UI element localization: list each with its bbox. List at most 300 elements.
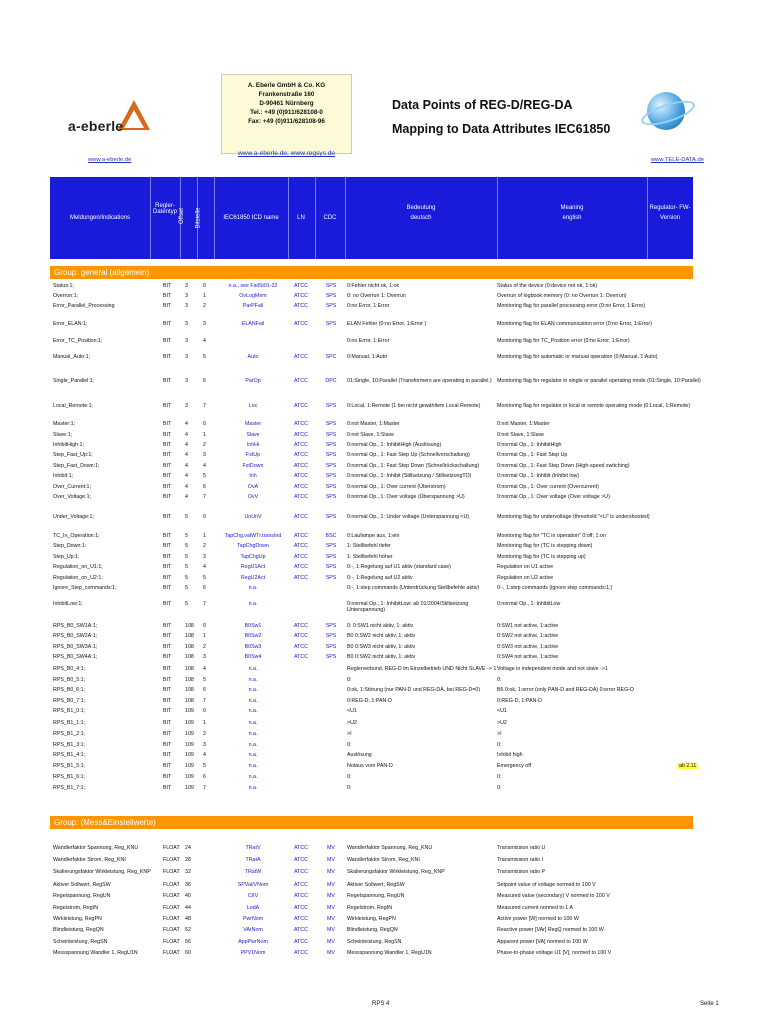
table-cell: 1 — [203, 720, 206, 726]
table-cell: Loc — [248, 403, 258, 409]
table-cell: 108 — [185, 698, 194, 704]
table-cell: n.a. — [248, 774, 258, 780]
table-cell: SPS — [325, 463, 337, 469]
table-cell: FLOAT — [163, 905, 180, 911]
table-cell: SPS — [325, 484, 337, 490]
table-cell: 0:normal Op., 1: Fast Step Up — [497, 452, 568, 458]
table-cell: Over_Current:1; — [53, 484, 91, 490]
col-bitstelle: Bitstelle — [195, 207, 202, 229]
table-cell: 3 — [203, 452, 206, 458]
table-cell: InhibitLow:1; — [53, 601, 83, 607]
table-cell: 4 — [185, 463, 188, 469]
table-cell: ATCC — [293, 939, 309, 945]
col-cdc: CDC — [323, 215, 337, 221]
table-cell: 4 — [185, 421, 188, 427]
table-cell: 4 — [203, 666, 206, 672]
table-cell: Skalierungsfaktor Wirkleistung, Reg_KNP — [347, 869, 445, 875]
table-cell: n.a. — [248, 677, 258, 683]
table-cell: B6 0:ok, 1:error (only PAN-D and REG-DA) 0:error REG-D — [497, 687, 634, 693]
company-logo: a-eberle — [68, 118, 124, 134]
table-cell: Measured current normed to 1 A — [497, 905, 573, 911]
table-cell: Setpoint value of voltage normed to 100 V — [497, 882, 596, 888]
table-cell: FstDown — [242, 463, 264, 469]
table-cell: UnUnV — [244, 514, 262, 520]
table-cell: Wirkleistung, RegPN — [53, 916, 102, 922]
table-cell: TapChgUp — [240, 554, 266, 560]
table-cell: 0 — [203, 708, 206, 714]
table-cell: 5 — [203, 354, 206, 360]
table-cell: Regelstrom, RegIN — [53, 905, 99, 911]
link-teledata[interactable]: www.TELE-DATA.de — [651, 157, 704, 163]
table-cell: BIT — [163, 677, 172, 683]
col-fw-version: Regulator- FW- Version — [649, 205, 691, 221]
table-cell: 4 — [185, 432, 188, 438]
table-cell: 4 — [185, 452, 188, 458]
table-cell: FLOAT — [163, 857, 180, 863]
table-cell: ATCC — [293, 564, 309, 570]
table-cell: ATCC — [293, 916, 309, 922]
table-cell: Wirkleistung, RegPN — [347, 916, 396, 922]
table-cell: 5 — [185, 543, 188, 549]
table-cell: 0:not Slave, 1:Slave — [347, 432, 395, 438]
table-cell: Auslösung — [347, 752, 372, 758]
table-cell: SPS — [325, 494, 337, 500]
table-cell: 36 — [185, 882, 191, 888]
table-cell: Step_Up:1; — [53, 554, 80, 560]
table-cell: Monitoring flag for parallel processing error (0:no Error, 1:Error) — [497, 303, 646, 309]
col-bedeutung: Bedeutung deutsch — [406, 205, 436, 221]
table-cell: ATCC — [293, 494, 309, 500]
table-cell: ATCC — [293, 442, 309, 448]
table-cell: 0:normal Op., 1: Over voltage (Überspannung >U) — [347, 494, 465, 500]
table-cell: Monitoring flag for ELAN communication error (0:no Error, 1:Error) — [497, 321, 652, 327]
table-header — [50, 177, 693, 259]
table-cell: SPS — [325, 554, 337, 560]
table-cell: ELAN Fehler (0:no Error, 1:Error ) — [347, 321, 427, 327]
table-cell: 108 — [185, 666, 194, 672]
table-cell: 48 — [185, 916, 191, 922]
table-cell: 7 — [203, 785, 206, 791]
table-cell: 0:normal Op., 1: Under voltage (Unterspannung <U) — [347, 514, 470, 520]
table-cell: 7 — [203, 601, 206, 607]
table-cell: 5 — [203, 763, 206, 769]
table-cell: SPS — [325, 442, 337, 448]
table-cell: 0: — [497, 785, 502, 791]
table-cell: DPC — [325, 378, 337, 384]
table-cell: SPS — [325, 514, 337, 520]
table-cell: Monitoring flag for TC_Position error (0:no Error, 1:Error) — [497, 338, 630, 344]
table-cell: Reactive power [VAr] RegQ normed to 100 W — [497, 927, 604, 933]
table-cell: ATCC — [293, 905, 309, 911]
table-cell: 5 — [185, 514, 188, 520]
table-cell: Notaus vom PAN-D — [347, 763, 393, 769]
table-cell: Skalierungsfaktor Wirkleistung, Reg_KNP — [53, 869, 151, 875]
table-cell: 2 — [203, 543, 206, 549]
table-cell: BIT — [163, 421, 172, 427]
table-cell: 0: no Overrun 1: Overrun — [347, 293, 406, 299]
table-cell: Status:1; — [53, 283, 74, 289]
table-cell: 0:Local, 1:Remote (1 bei nicht gewähltem Local Remote) — [347, 403, 481, 409]
table-cell: Voltage in independent mode and not slave ->1 — [497, 666, 608, 672]
table-cell: 0:normal Op., 1: Over current (Überstrom) — [347, 484, 446, 490]
col-icd: IEC61850 ICD name — [223, 215, 279, 221]
table-cell: 3 — [185, 283, 188, 289]
table-cell: Messspannung Wandler 1, RegU1N — [53, 950, 138, 956]
table-cell: Step_Fast_Up:1; — [53, 452, 93, 458]
table-cell: BIT — [163, 378, 172, 384]
table-cell: 108 — [185, 644, 194, 650]
table-cell: ATCC — [293, 927, 309, 933]
table-cell: RPS_B0_SW2A:1; — [53, 633, 98, 639]
table-cell: ATCC — [293, 293, 309, 299]
table-cell: Regulation_on_U1:1; — [53, 564, 103, 570]
table-cell: BIT — [163, 543, 172, 549]
table-cell: 4 — [203, 338, 206, 344]
table-cell: ATCC — [293, 283, 309, 289]
table-cell: >U2 — [347, 720, 357, 726]
page-subtitle: Mapping to Data Attributes IEC61850 — [392, 122, 611, 136]
table-cell: 3 — [185, 403, 188, 409]
table-cell: 0:SW3 not active, 1:active — [497, 644, 559, 650]
table-cell: 0:normal Op., 1: Fast Step Down (Schnellrückschaltung) — [347, 463, 480, 469]
table-cell: 6 — [203, 774, 206, 780]
table-cell: RegU1Act — [240, 564, 266, 570]
table-cell: 0:-, 1:Regelung auf U1 aktiv (standard case) — [347, 564, 451, 570]
table-cell: 109 — [185, 708, 194, 714]
table-cell: 0:not Slave, 1:Slave — [497, 432, 545, 438]
table-cell: n.a., see FailSt01-32 — [228, 283, 278, 289]
table-cell: 0: — [347, 774, 352, 780]
table-cell: Monitoring flag for (TC is stepping up) — [497, 554, 586, 560]
table-cell: 0:REG-D, 1:PAN-D — [497, 698, 542, 704]
table-cell: BIT — [163, 533, 172, 539]
table-cell: <U1 — [347, 708, 357, 714]
table-cell: BIT — [163, 585, 172, 591]
table-cell: BIT — [163, 742, 172, 748]
table-cell: SPS — [325, 452, 337, 458]
table-cell: <U1 — [497, 708, 507, 714]
table-cell: Apparent power [VA] normed to 100 W — [497, 939, 588, 945]
table-cell: 0:Laufampe aus, 1:ein — [347, 533, 400, 539]
table-cell: BIT — [163, 432, 172, 438]
table-cell: Monitoring flag for regulator in single or parallel operating mode (01:Single, 10:Parallel) — [497, 378, 701, 384]
table-cell: RPS_B0_SW4A:1; — [53, 654, 98, 660]
table-cell: BIT — [163, 644, 172, 650]
table-cell: SPS — [325, 654, 337, 660]
table-cell: Wandlerfaktor Spannung, Reg_KNU — [53, 845, 139, 851]
table-cell: MV — [327, 845, 335, 851]
table-cell: ParPFail — [242, 303, 264, 309]
table-cell: Error_TC_Position:1; — [53, 338, 103, 344]
table-cell: ATCC — [293, 575, 309, 581]
table-cell: VArNom — [243, 927, 263, 933]
table-cell: 5 — [203, 473, 206, 479]
table-cell: Single_Parallel:1; — [53, 378, 95, 384]
table-cell: Overrun:1; — [53, 293, 79, 299]
table-cell: Aktiver Sollwert, RegSW — [53, 882, 111, 888]
table-cell: B0Sw3 — [244, 644, 262, 650]
table-cell: FLOAT — [163, 882, 180, 888]
table-cell: ATCC — [293, 484, 309, 490]
table-cell: Ignore_Step_commands:1; — [53, 585, 117, 591]
table-cell: Manual_Auto:1; — [53, 354, 91, 360]
table-cell: BIT — [163, 403, 172, 409]
table-cell: n.a. — [248, 585, 258, 591]
table-cell: BIT — [163, 321, 172, 327]
table-cell: 5 — [185, 575, 188, 581]
table-cell: 0: — [497, 774, 502, 780]
table-cell: BIT — [163, 666, 172, 672]
table-cell: RegU2Act — [240, 575, 266, 581]
table-cell: n.a. — [248, 720, 258, 726]
table-cell: 3 — [203, 654, 206, 660]
table-cell: MV — [327, 882, 335, 888]
table-cell: 0:-, 1:Regelung auf U2 aktiv — [347, 575, 413, 581]
table-cell: TRatW — [244, 869, 262, 875]
table-cell: 2 — [203, 442, 206, 448]
table-cell: 7 — [203, 403, 206, 409]
table-cell: Inhibit high — [497, 752, 523, 758]
table-cell: 108 — [185, 654, 194, 660]
col-regler: Regler- Datentyp — [152, 203, 177, 215]
table-cell: 4 — [185, 484, 188, 490]
table-cell: 7 — [203, 698, 206, 704]
table-cell: 5 — [203, 677, 206, 683]
table-cell: Active power [W] normed to 100 W — [497, 916, 579, 922]
table-cell: 1 — [203, 432, 206, 438]
table-cell: Wandlerfaktor Spannung, Reg_KNU — [347, 845, 433, 851]
footer-sheet-name: RPS 4 — [372, 1001, 390, 1007]
table-cell: Status of the device (0:device not ok, 1:ok) — [497, 283, 598, 289]
table-cell: RPS_B1_6:1; — [53, 774, 86, 780]
table-cell: ATCC — [293, 452, 309, 458]
table-cell: BIT — [163, 698, 172, 704]
table-cell: MV — [327, 905, 335, 911]
table-cell: 1 — [203, 293, 206, 299]
table-cell: 108 — [185, 623, 194, 629]
table-cell: FLOAT — [163, 845, 180, 851]
table-cell: Phase-to-phase voltage U1 [V], normed to 100 V — [497, 950, 612, 956]
table-cell: ATCC — [293, 644, 309, 650]
table-cell: 0 — [203, 514, 206, 520]
table-cell: 108 — [185, 677, 194, 683]
table-cell: 0:normal Op., 1: InhibitLow: ab 01/2004/Stillsetzung Unterspannung) — [347, 601, 469, 614]
table-cell: BIT — [163, 654, 172, 660]
table-cell: 109 — [185, 752, 194, 758]
table-cell: PwrNom — [242, 916, 264, 922]
table-cell: 0:normal Op., 1: InhibitHigh (Auslösung) — [347, 442, 442, 448]
table-cell: 32 — [185, 869, 191, 875]
table-cell: Blindleistung, RegQN — [53, 927, 104, 933]
table-cell: 56 — [185, 939, 191, 945]
table-cell: 0: — [347, 677, 352, 683]
table-cell: 01:Single, 10:Parallel (Transformers are operating in parallel.) — [347, 378, 492, 384]
table-cell: 0 — [203, 421, 206, 427]
table-cell: ATCC — [293, 845, 309, 851]
table-cell: ATCC — [293, 623, 309, 629]
table-cell: SPS — [325, 403, 337, 409]
table-cell: BIT — [163, 720, 172, 726]
table-cell: n.a. — [248, 763, 258, 769]
table-cell: FLOAT — [163, 939, 180, 945]
table-cell: Monitoring flag for automatic or manual operation (0:Manual, 1:Auto) — [497, 354, 658, 360]
table-cell: Regelspannung, RegUN — [347, 893, 405, 899]
table-cell: 2 — [203, 644, 206, 650]
table-cell: RPS_B1_5:1; — [53, 763, 86, 769]
table-cell: BIT — [163, 623, 172, 629]
table-cell: 108 — [185, 687, 194, 693]
table-cell: 0:normal Op., 1: Inhibit (Inhibit low) — [497, 473, 580, 479]
table-cell: TapChgDown — [237, 543, 269, 549]
table-cell: 1 — [203, 633, 206, 639]
table-cell: >I — [347, 731, 352, 737]
table-cell: MV — [327, 939, 335, 945]
table-cell: >I — [497, 731, 502, 737]
table-cell: 109 — [185, 742, 194, 748]
table-cell: BIT — [163, 554, 172, 560]
table-cell: Slave:1; — [53, 432, 73, 438]
table-cell: 0:ok, 1:Störung (nur PAN-D und REG-DA, bei REG-D=0) — [347, 687, 481, 693]
table-cell: ATCC — [293, 893, 309, 899]
table-cell: 0:no Error, 1:Error — [347, 338, 390, 344]
table-cell: InhHi — [246, 442, 260, 448]
table-cell: n.a. — [248, 742, 258, 748]
table-cell: 0: — [497, 677, 502, 683]
table-cell: AppPwrNom — [238, 939, 268, 945]
table-cell: 44 — [185, 905, 191, 911]
table-cell: Master:1; — [53, 421, 76, 427]
table-cell: ATCC — [293, 882, 309, 888]
table-cell: SPS — [325, 473, 337, 479]
table-cell: SPS — [325, 293, 337, 299]
table-cell: ATCC — [293, 554, 309, 560]
table-cell: Transmission ratio P — [497, 869, 546, 875]
address-line: D-90461 Nürnberg — [259, 100, 314, 107]
table-cell: BIT — [163, 473, 172, 479]
table-cell: 0 — [203, 283, 206, 289]
table-cell: ATCC — [293, 950, 309, 956]
table-cell: 3 — [203, 321, 206, 327]
table-cell: Reglerverbund, REG-D im Einzelbetrieb UND Nicht SLAVE -> 1 — [347, 666, 497, 672]
address-line: Fax: +49 (0)911/628108-96 — [248, 118, 325, 125]
table-cell: SPS — [325, 623, 337, 629]
table-cell: Under_Voltage:1; — [53, 514, 94, 520]
link-aeberle[interactable]: www.a-eberle.de — [88, 157, 132, 163]
table-cell: TapChg.valWTr.transInd — [224, 533, 282, 539]
table-cell: ATCC — [293, 463, 309, 469]
table-cell: OvLogMem — [239, 293, 267, 299]
table-cell: 109 — [185, 785, 194, 791]
table-cell: 0:normal Op., 1: Fast Step Down (High-speed switching) — [497, 463, 630, 469]
table-cell: 4 — [185, 442, 188, 448]
table-cell: B0Sw1 — [244, 623, 262, 629]
table-cell: ATCC — [293, 857, 309, 863]
table-cell: 3 — [203, 554, 206, 560]
table-cell: 0:normal Op., 1: Over current (Overcurrent) — [497, 484, 599, 490]
table-cell: Blindleistung, RegQN — [347, 927, 398, 933]
table-cell: 4 — [203, 564, 206, 570]
table-cell: 3 — [185, 354, 188, 360]
table-cell: 3 — [185, 303, 188, 309]
table-cell: Aktiver Sollwert, RegSW — [347, 882, 405, 888]
table-cell: SPS — [325, 283, 337, 289]
table-cell: ATCC — [293, 378, 309, 384]
table-cell: Scheinleistung, RegSN — [347, 939, 402, 945]
table-cell: RPS_B0_6:1; — [53, 687, 86, 693]
table-cell: 0: — [347, 742, 352, 748]
col-meldungen: Meldungen/Indications — [69, 215, 131, 221]
table-cell: Monitoring flag for undervoltage (threshold "<U" is undershooted) — [497, 514, 650, 520]
table-cell: 2 — [203, 303, 206, 309]
table-cell: 6 — [203, 585, 206, 591]
table-cell: BIT — [163, 452, 172, 458]
table-cell: RPS_B0_SW1A:1; — [53, 623, 98, 629]
table-cell: MV — [327, 927, 335, 933]
table-cell: BIT — [163, 354, 172, 360]
table-cell: 6 — [203, 687, 206, 693]
table-cell: 0:REG-D, 1:PAN-D — [347, 698, 392, 704]
table-cell: 0:-, 1:step commands (Unterdrückung Stellbefehle aktiv) — [347, 585, 480, 591]
table-cell: OvA — [247, 484, 259, 490]
address-line: Tel.: +49 (0)911/628108-0 — [250, 109, 323, 116]
table-cell: B0Sw4 — [244, 654, 262, 660]
address-line: A. Eberle GmbH & Co. KG — [247, 82, 326, 89]
table-cell: InhibitHigh:1; — [53, 442, 84, 448]
table-cell: BIT — [163, 752, 172, 758]
col-meaning: Meaning english — [560, 205, 584, 221]
table-cell: 60 — [185, 950, 191, 956]
table-cell: B0Sw2 — [244, 633, 262, 639]
table-cell: n.a. — [248, 687, 258, 693]
company-web-links[interactable]: www.a-eberle.de; www.regsys.de — [237, 150, 336, 157]
table-cell: BIT — [163, 708, 172, 714]
table-cell: B0 0:SW3 nicht aktiv, 1: aktiv — [347, 644, 416, 650]
table-cell: BIT — [163, 484, 172, 490]
table-cell: FLOAT — [163, 916, 180, 922]
table-cell: SPS — [325, 633, 337, 639]
table-cell: SPS — [325, 303, 337, 309]
table-cell: MV — [327, 916, 335, 922]
table-cell: 24 — [185, 845, 191, 851]
table-cell: Wandlerfaktor Strom, Reg_KNI — [347, 857, 420, 863]
table-cell: 0: — [497, 742, 502, 748]
table-cell: 0:normal Op., 1: Inhibit (Stillsetzung / StillsetzungTO) — [347, 473, 472, 479]
table-cell: Monitoring flag for (TC is stepping down) — [497, 543, 593, 549]
table-cell: BIT — [163, 785, 172, 791]
table-cell: Error_Parallel_Processing — [53, 303, 115, 309]
logo-triangle-inner-icon — [124, 110, 144, 128]
table-cell: BIT — [163, 601, 172, 607]
table-cell: 5 — [185, 533, 188, 539]
table-cell: 0:no Error, 1:Error — [347, 303, 390, 309]
col-ln: LN — [297, 215, 305, 221]
address-line: Frankenstraße 160 — [258, 91, 315, 98]
col-offset: Offset — [178, 208, 185, 224]
table-cell: Emergency off — [497, 763, 532, 769]
table-cell: BIT — [163, 731, 172, 737]
table-cell: 6 — [203, 378, 206, 384]
table-cell: 0: 0:SW1 nicht aktiv, 1: aktiv — [347, 623, 414, 629]
table-cell: n.a. — [248, 752, 258, 758]
table-cell: 0: — [347, 785, 352, 791]
table-cell: RPS_B1_2:1; — [53, 731, 86, 737]
page-title: Data Points of REG-D/REG-DA — [392, 98, 573, 112]
table-cell: 0:Manual, 1:Auto — [347, 354, 388, 360]
table-cell: Regelspannung, RegUN — [53, 893, 111, 899]
table-cell: B0 0:SW2 nicht aktiv, 1: aktiv — [347, 633, 416, 639]
table-cell: BIT — [163, 494, 172, 500]
table-cell: 3 — [185, 321, 188, 327]
